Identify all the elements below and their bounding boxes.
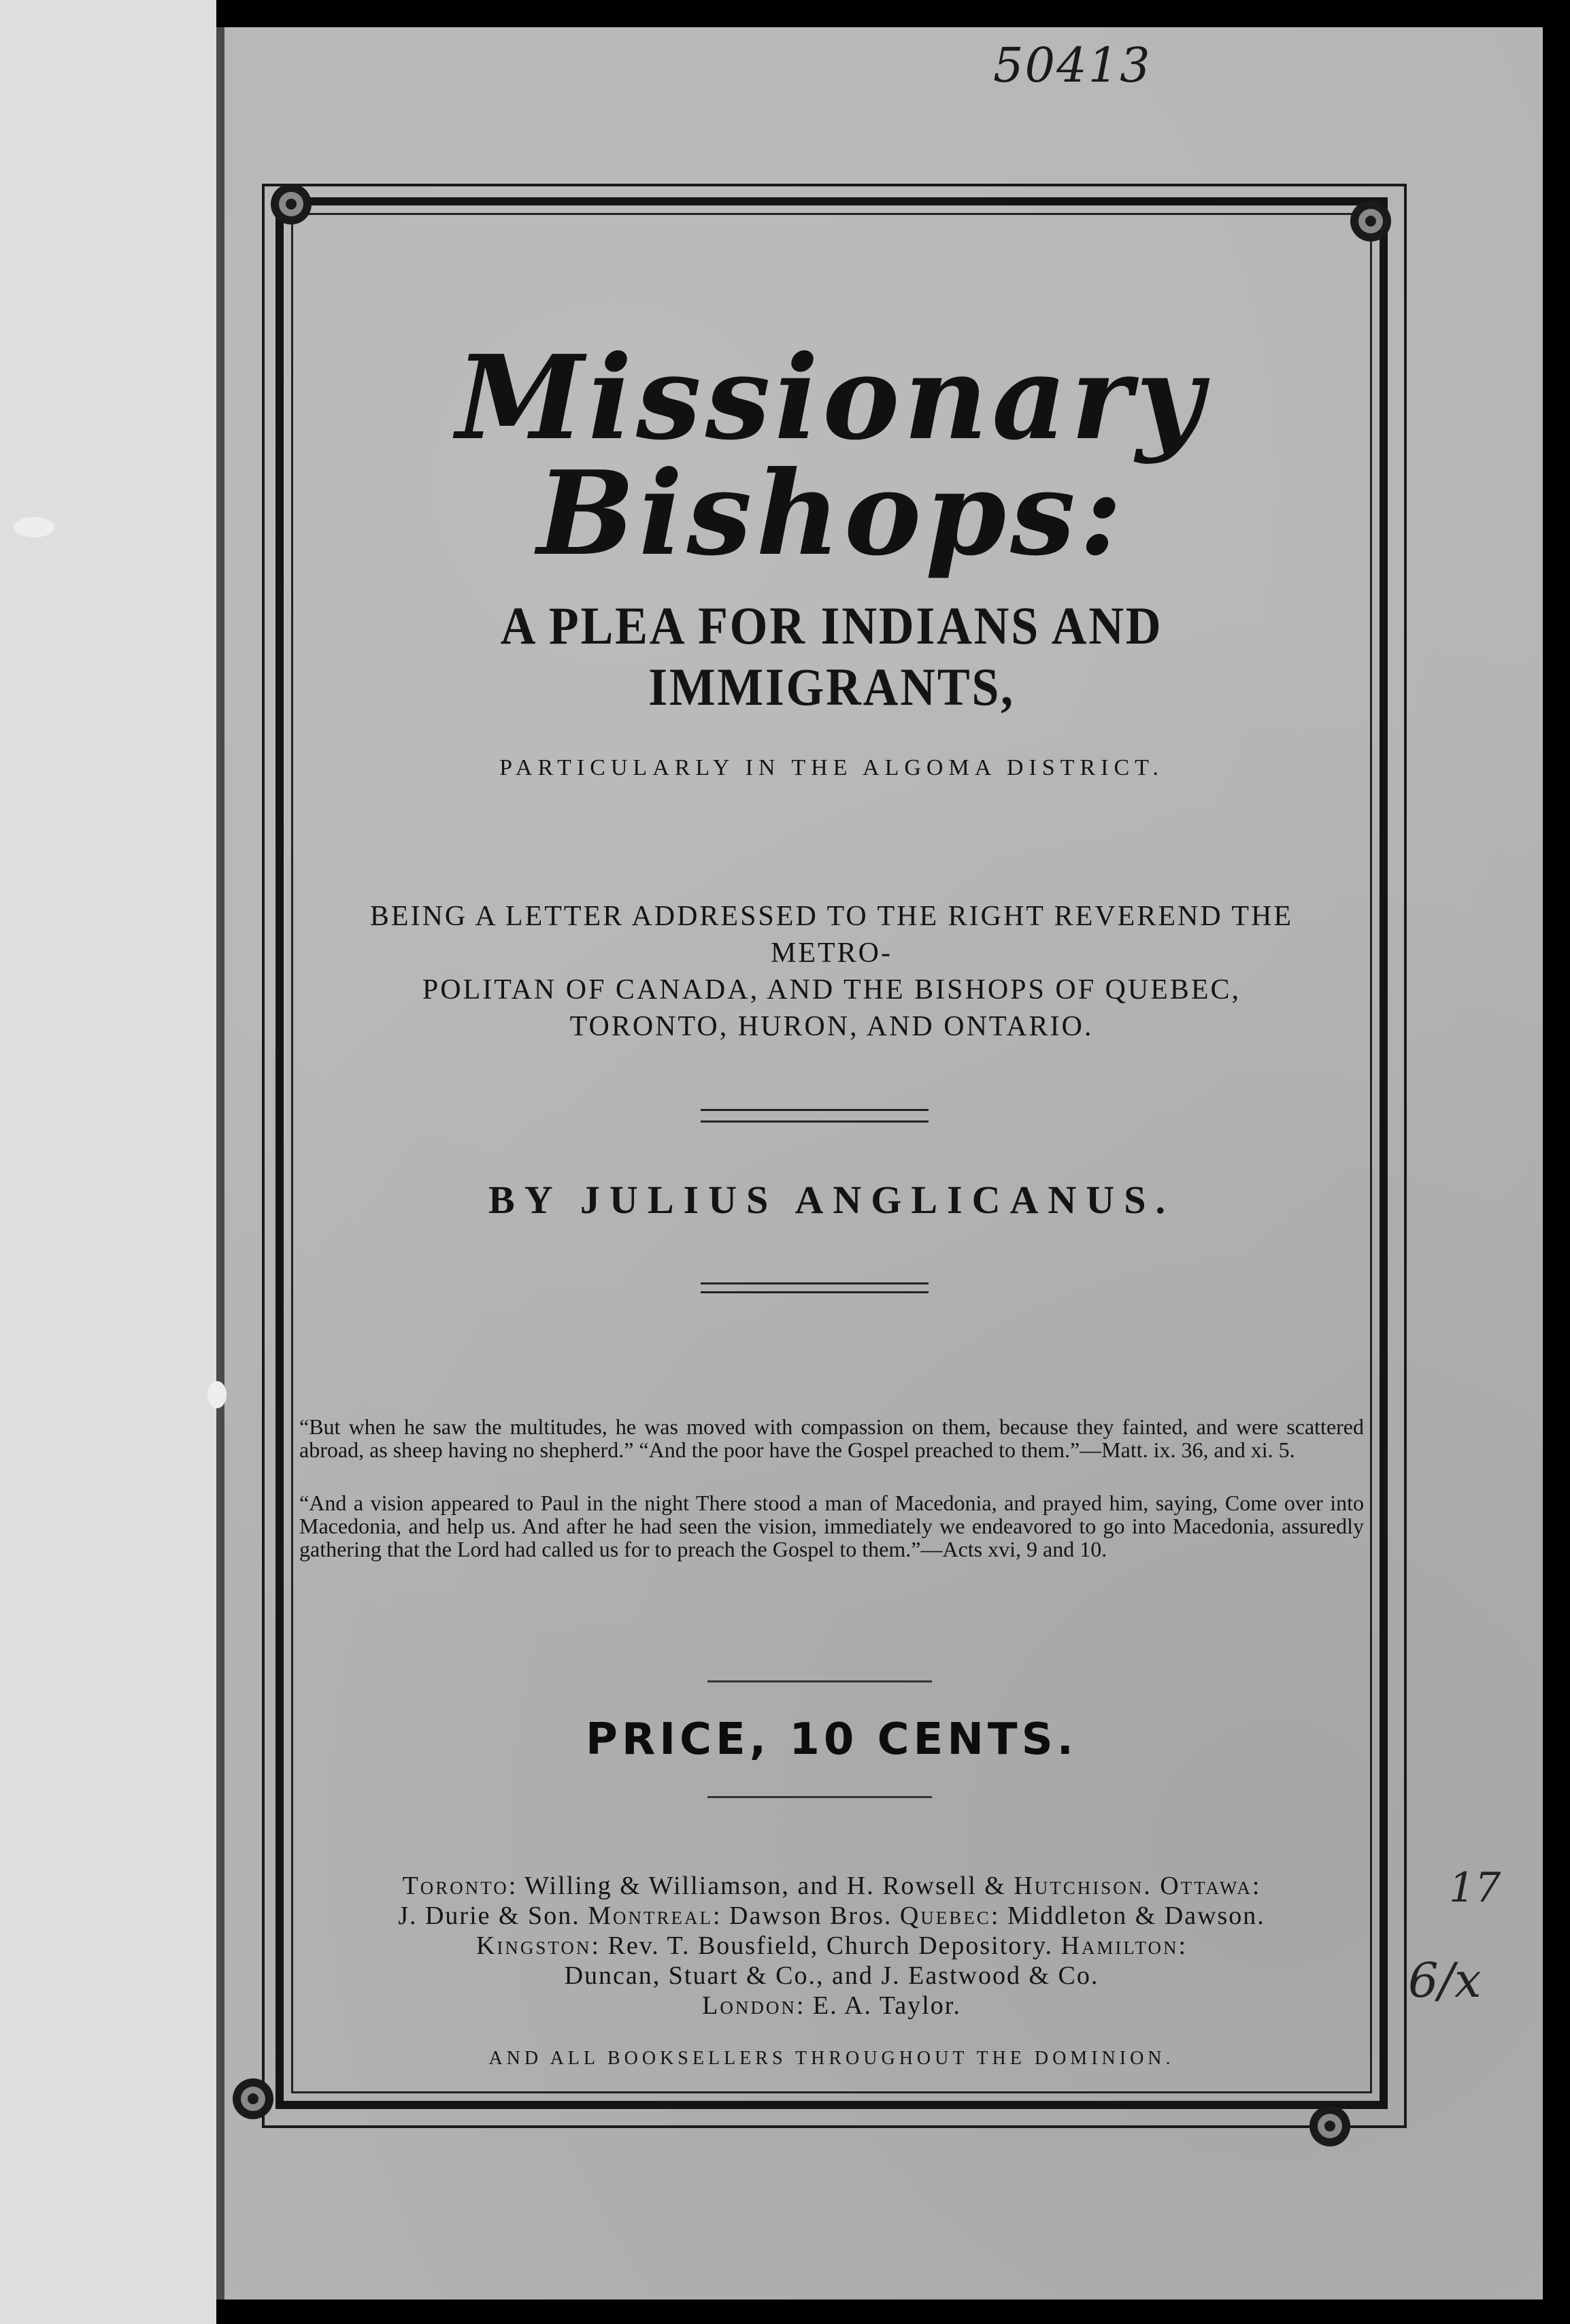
page-title: Missionary Bishops: [456, 330, 1207, 582]
publisher-text: Hutchison. [1014, 1872, 1152, 1900]
left-flap [0, 0, 216, 2324]
epigraph-quote: “And a vision appeared to Paul in the night There stood a man of Macedonia, and prayed him, saying, Come over into Macedonia, and help us. And after he had seen the vision, immediately we endeavored to go into Macedonia, assuredly gathering that the Lord had called us for to preach the Gospel to them.”—Acts xvi, 9 and 10. [299, 1491, 1364, 1561]
publisher-text: : Willing & Williamson, and H. Rowsell & [508, 1872, 1014, 1900]
dedication-line: TORONTO, HURON, AND ONTARIO. [569, 1011, 1094, 1042]
double-rule [701, 1282, 929, 1293]
publisher-text: : [1252, 1872, 1261, 1900]
page-edge [216, 27, 224, 2300]
rosette-ornament-icon [1306, 2102, 1354, 2150]
dedication-block [299, 898, 1364, 1045]
city-name: Montreal [588, 1902, 713, 1930]
publisher-text: : Rev. T. Bousfield, Church Depository. [591, 1931, 1053, 1960]
particular-line: PARTICULARLY IN THE ALGOMA DISTRICT. [499, 755, 1164, 780]
epigraph-quote: “But when he saw the multitudes, he was moved with compassion on them, because they fainted, and were scattered abroad, as sheep having no shepherd.” “And the poor have the Gospel preached to them.”—Matt. ix. 36, and xi. 5. [299, 1414, 1364, 1462]
rosette-ornament-icon [267, 180, 315, 228]
publisher-text: : [1178, 1931, 1188, 1960]
paper-fleck [14, 517, 54, 537]
booksellers-line: AND ALL BOOKSELLERS THROUGHOUT THE DOMINION. [488, 2048, 1175, 2069]
publishers-block [299, 1871, 1364, 2021]
price-line: PRICE, 10 CENTS. [586, 1714, 1078, 1765]
author-byline: BY JULIUS ANGLICANUS. [488, 1178, 1175, 1222]
city-name: Toronto [402, 1872, 509, 1900]
title-page-content [299, 225, 1364, 2089]
divider-rule [707, 1680, 932, 1682]
double-rule [701, 1109, 929, 1123]
publisher-text: : E. A. Taylor. [796, 1991, 961, 2020]
handwritten-margin-note: 6/x [1408, 1953, 1482, 2008]
divider-rule [707, 1796, 932, 1798]
dedication-line: BEING A LETTER ADDRESSED TO THE RIGHT REVEREND THE METRO- [369, 901, 1294, 969]
publishers-line [299, 1991, 1364, 2021]
publisher-text: J. Durie & Son. [398, 1902, 580, 1930]
publishers-line: Duncan, Stuart & Co., and J. Eastwood & Co. [564, 1961, 1099, 1990]
publishers-line [299, 1901, 1364, 1931]
publisher-text: : Middleton & Dawson. [990, 1902, 1265, 1930]
publishers-line [299, 1931, 1364, 1961]
city-name: Quebec [899, 1902, 991, 1930]
publisher-text: : Dawson Bros. [712, 1902, 892, 1930]
publishers-line [299, 1871, 1364, 1901]
city-name: Kingston [475, 1931, 592, 1960]
rosette-ornament-icon [229, 2075, 277, 2123]
city-name: Ottawa [1160, 1872, 1252, 1900]
handwritten-margin-note: 17 [1449, 1864, 1501, 1912]
paper-fleck [207, 1381, 227, 1408]
city-name: London [702, 1991, 797, 2020]
dedication-line: POLITAN OF CANADA, AND THE BISHOPS OF QUEBEC, [422, 974, 1241, 1006]
inventory-number: 50413 [993, 37, 1152, 93]
subtitle: A PLEA FOR INDIANS AND IMMIGRANTS, [500, 596, 1163, 716]
city-name: Hamilton [1060, 1931, 1179, 1960]
